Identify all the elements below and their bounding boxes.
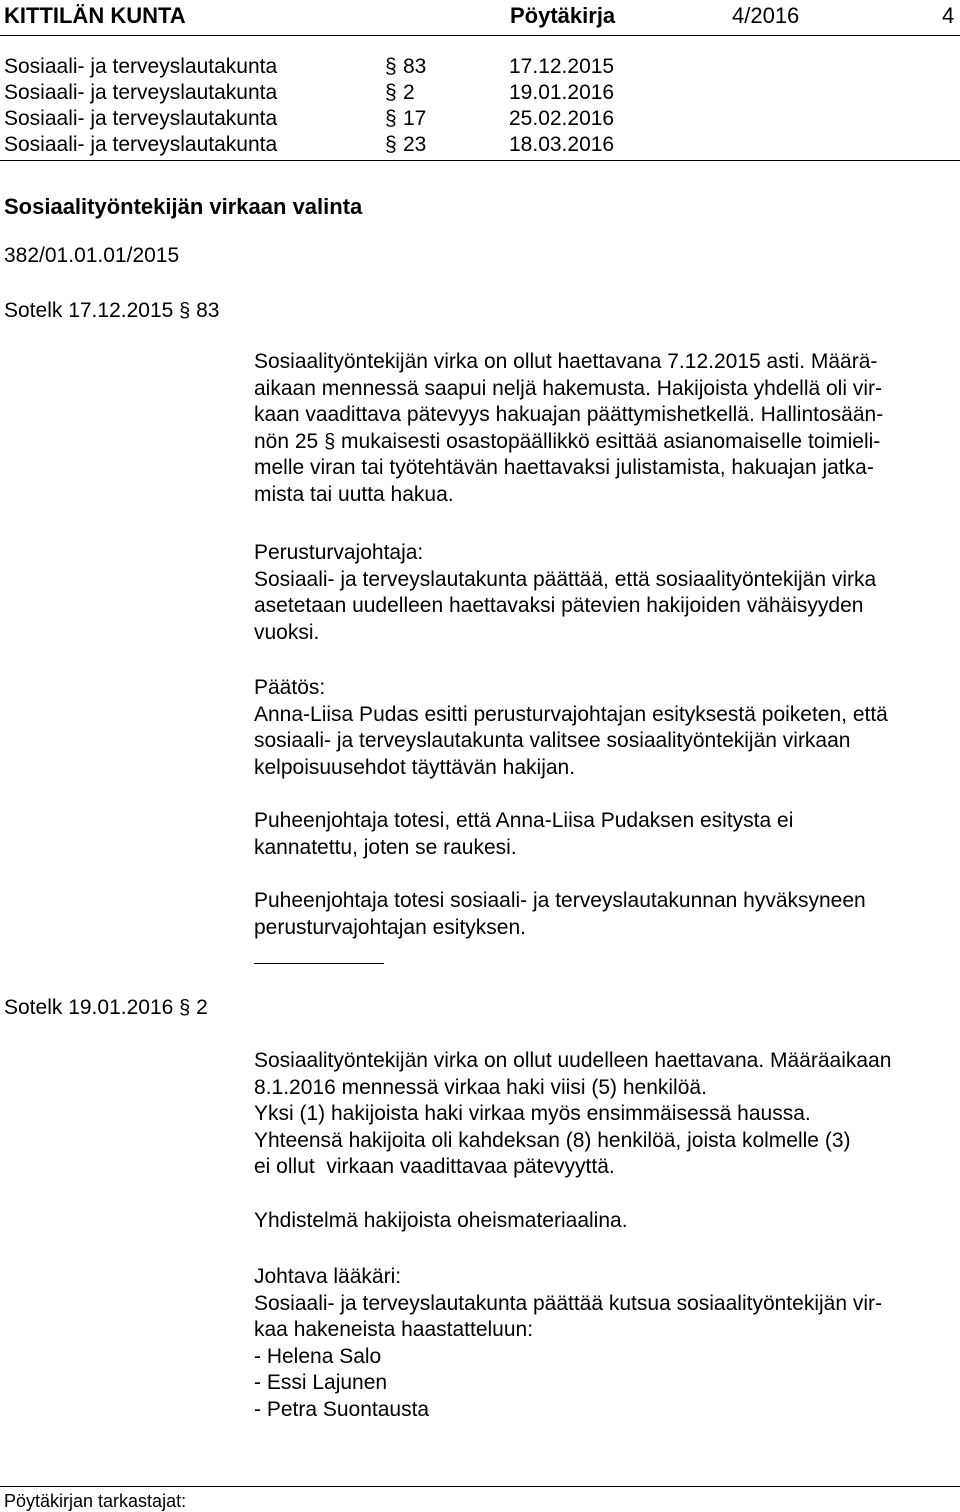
decision-paragraph [254, 675, 960, 781]
text-line: melle viran tai työtehtävän haettavaksi julistamista, hakuajan jatka- [254, 456, 874, 479]
meeting-section: 83 [403, 55, 427, 78]
record-id: 382/01.01.01/2015 [4, 244, 180, 267]
text-line: Yhteensä hakijoita oli kahdeksan (8) henkilöä, joista kolmelle (3) [254, 1128, 851, 1152]
text-line: kannatettu, joten se raukesi. [254, 835, 517, 859]
entry-date: Sotelk 19.01.2016 [4, 996, 174, 1019]
candidate-item: - Helena Salo [254, 1344, 382, 1368]
page-number: 4 [942, 3, 955, 28]
candidate-item: - Petra Suontausta [254, 1397, 430, 1421]
background-paragraph [254, 349, 960, 508]
entry-label [4, 996, 208, 1020]
text-fragment: mukaisesti osastopäällikkö esittää asianomaiselle toimieli- [341, 429, 881, 453]
text-line: Puheenjohtaja totesi, että Anna-Liisa Pudaksen esitysta ei [254, 809, 794, 832]
meeting-body: Sosiaali- ja terveyslautakunta [4, 133, 278, 156]
text-line: sosiaali- ja terveyslautakunta valitsee sosiaalityöntekijän virkaan [254, 729, 851, 752]
meeting-section: 2 [403, 81, 415, 104]
proposal-paragraph [254, 1264, 960, 1423]
meeting-date: 17.12.2015 [509, 55, 615, 78]
text-line: Sosiaali- ja terveyslautakunta päättää, että sosiaalityöntekijän virka [254, 567, 877, 591]
section-symbol: § [179, 997, 191, 1019]
text-line: mista tai uutta hakua. [254, 482, 454, 506]
section-symbol: § [179, 300, 191, 322]
meeting-date: 25.02.2016 [509, 107, 615, 130]
meeting-body: Sosiaali- ja terveyslautakunta [4, 107, 278, 130]
municipality-name: KITTILÄN KUNTA [4, 3, 186, 28]
document-type: Pöytäkirja [510, 3, 616, 28]
document-number: 4/2016 [732, 3, 800, 28]
section-symbol: § [385, 133, 397, 156]
text-line [254, 429, 960, 456]
text-line: kaa hakeneista haastatteluun: [254, 1318, 534, 1341]
decision-heading: Päätös: [254, 676, 326, 699]
section-symbol: § [385, 55, 397, 78]
proposal-paragraph [254, 540, 960, 646]
meeting-body: Sosiaali- ja terveyslautakunta [4, 81, 278, 104]
chair-conclusion [254, 888, 960, 941]
section-symbol: § [324, 430, 336, 453]
meeting-date: 18.03.2016 [509, 133, 615, 156]
entry-separator [254, 963, 384, 964]
text-line: ei ollut virkaan vaadittavaa pätevyyttä. [254, 1155, 615, 1178]
chair-note [254, 808, 960, 861]
candidate-item: - Essi Lajunen [254, 1371, 388, 1394]
text-line: vuoksi. [254, 620, 320, 644]
text-line: Sosiaali- ja terveyslautakunta päättää kutsua sosiaalityöntekijän vir- [254, 1291, 883, 1315]
text-line: Puheenjohtaja totesi sosiaali- ja terveyslautakunnan hyväksyneen [254, 889, 866, 912]
text-line: Sosiaalityöntekijän virka on ollut uudelleen haettavana. Määräaikaan [254, 1049, 892, 1072]
section-symbol: § [385, 81, 397, 104]
meeting-body: Sosiaali- ja terveyslautakunta [4, 55, 278, 78]
header-rule [0, 35, 960, 36]
text-line: Yksi (1) hakijoista haki virkaa myös ensimmäisessä haussa. [254, 1102, 811, 1125]
meeting-date: 19.01.2016 [509, 81, 615, 104]
meetings-rule [0, 160, 960, 161]
footer-rule [0, 1486, 960, 1487]
proposal-heading: Perusturvajohtaja: [254, 541, 424, 564]
entry-section: 83 [196, 299, 220, 322]
text-line: Anna-Liisa Pudas esitti perusturvajohtajan esityksestä poiketen, että [254, 702, 888, 726]
attachment-note [254, 1208, 960, 1235]
entry-label [4, 299, 219, 323]
text-line: Yhdistelmä hakijoista oheismateriaalina. [254, 1209, 628, 1232]
proposal-heading: Johtava lääkäri: [254, 1265, 402, 1288]
text-line: kelpoisuusehdot täyttävän hakijan. [254, 755, 576, 779]
text-line: aikaan mennessä saapui neljä hakemusta. Hakijoista yhdellä oli vir- [254, 376, 883, 400]
footer-label: Pöytäkirjan tarkastajat: [4, 1491, 187, 1511]
page-title: Sosiaalityöntekijän virkaan valinta [4, 194, 363, 219]
background-paragraph [254, 1048, 960, 1181]
text-line: kaan vaadittava pätevyys hakuajan päättymishetkellä. Hallintosään- [254, 403, 884, 426]
meeting-section: 17 [403, 107, 427, 130]
text-line: asetetaan uudelleen haettavaksi pätevien hakijoiden vähäisyyden [254, 594, 864, 617]
entry-section: 2 [196, 996, 208, 1019]
text-fragment: nön 25 [254, 429, 319, 453]
text-line: 8.1.2016 mennessä virkaa haki viisi (5) henkilöä. [254, 1075, 707, 1099]
text-line: Sosiaalityöntekijän virka on ollut haettavana 7.12.2015 asti. Määrä- [254, 350, 878, 373]
entry-date: Sotelk 17.12.2015 [4, 299, 174, 322]
meeting-section: 23 [403, 133, 427, 156]
text-line: perusturvajohtajan esityksen. [254, 915, 526, 939]
section-symbol: § [385, 107, 397, 130]
